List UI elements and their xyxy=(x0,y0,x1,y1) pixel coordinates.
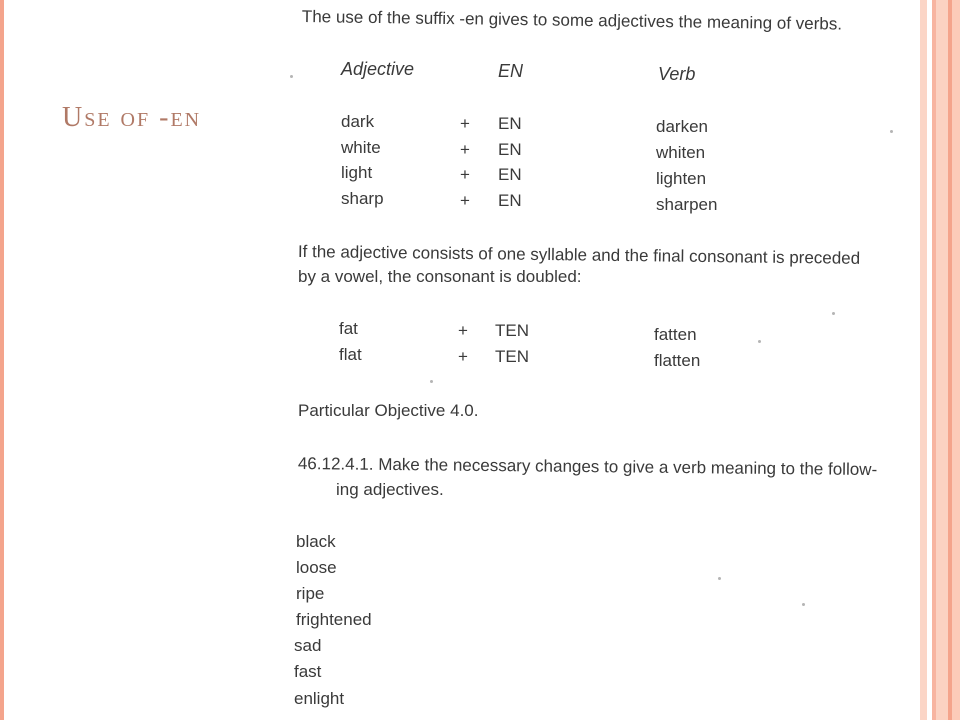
right-border-stripe xyxy=(952,0,960,720)
table2-suffix: TEN xyxy=(495,321,529,340)
table1-verb: darken xyxy=(656,117,708,136)
exercise-text-line2: ing adjectives. xyxy=(336,480,444,499)
column-header-en: EN xyxy=(498,61,524,81)
column-header-adjective: Adjective xyxy=(341,59,415,79)
scan-speck xyxy=(890,130,893,133)
scan-speck xyxy=(718,577,721,580)
table1-adjective: white xyxy=(341,138,381,157)
exercise-word: frightened xyxy=(296,610,372,629)
scanned-page xyxy=(280,0,920,720)
exercise-word: enlight xyxy=(294,689,345,708)
table1-suffix: EN xyxy=(498,140,522,159)
table1-verb: lighten xyxy=(656,169,707,188)
left-border-stripe xyxy=(0,0,4,720)
right-border-stripe xyxy=(936,0,948,720)
table1-suffix: EN xyxy=(498,191,522,210)
table2-adjective: fat xyxy=(339,319,358,338)
table1-plus: + xyxy=(460,114,470,133)
scan-speck xyxy=(802,603,805,606)
scan-speck xyxy=(430,380,433,383)
exercise-word: sad xyxy=(294,636,322,655)
scan-speck xyxy=(832,312,835,315)
rule-text-line2: by a vowel, the consonant is doubled: xyxy=(298,267,582,286)
exercise-text-line1: 46.12.4.1. Make the necessary changes to give a verb meaning to the follow- xyxy=(297,454,878,480)
table1-adjective: light xyxy=(341,163,373,182)
intro-text: The use of the suffix -en gives to some adjectives the meaning of verbs. xyxy=(301,7,843,34)
column-header-verb: Verb xyxy=(658,64,696,84)
table2-plus: + xyxy=(458,347,468,366)
table1-adjective: dark xyxy=(341,112,375,131)
objective-text: Particular Objective 4.0. xyxy=(298,401,479,420)
table1-adjective: sharp xyxy=(341,189,384,208)
exercise-word: loose xyxy=(296,558,337,577)
right-border-stripe xyxy=(920,0,927,720)
table1-suffix: EN xyxy=(498,165,522,184)
table2-verb: flatten xyxy=(654,351,701,370)
rule-text-line1: If the adjective consists of one syllable and the final consonant is preceded xyxy=(297,242,861,268)
table1-plus: + xyxy=(460,191,470,210)
scan-speck xyxy=(758,340,761,343)
table1-suffix: EN xyxy=(498,114,522,133)
table1-plus: + xyxy=(460,165,470,184)
scan-speck xyxy=(290,75,293,78)
table1-verb: sharpen xyxy=(656,195,718,214)
table1-verb: whiten xyxy=(656,143,706,162)
exercise-word: fast xyxy=(294,662,322,681)
table2-suffix: TEN xyxy=(495,347,529,366)
table2-verb: fatten xyxy=(654,325,697,344)
slide-title: Use of -en xyxy=(62,102,202,133)
table2-adjective: flat xyxy=(339,345,362,364)
exercise-word: ripe xyxy=(296,584,325,603)
table1-plus: + xyxy=(460,140,470,159)
table2-plus: + xyxy=(458,321,468,340)
exercise-word: black xyxy=(296,532,336,551)
